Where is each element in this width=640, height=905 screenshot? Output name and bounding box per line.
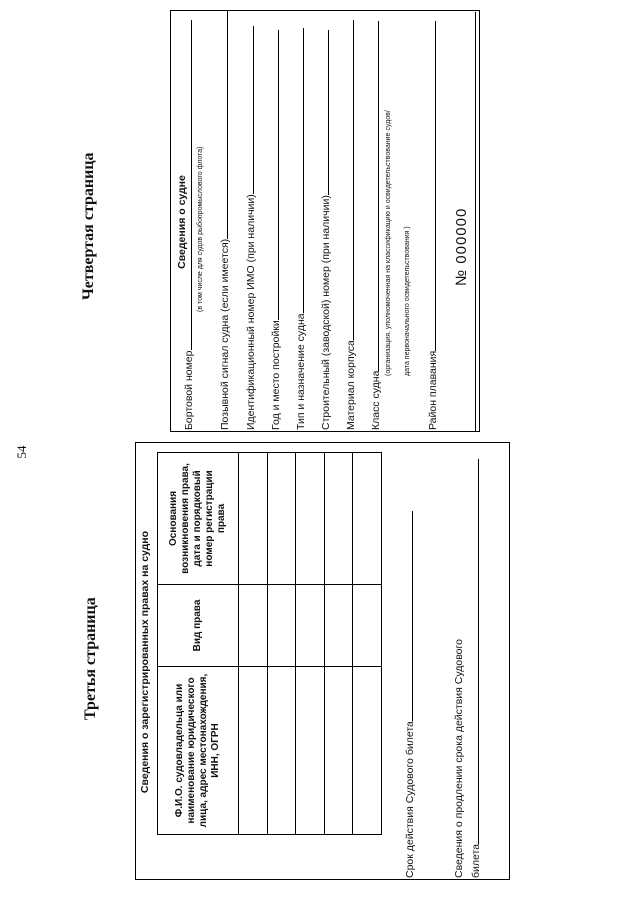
call-sign-field[interactable]: [216, 11, 231, 430]
hull-material-field[interactable]: [342, 20, 357, 430]
year-place-blank[interactable]: [267, 30, 279, 320]
column-header-grounds: Основания возникновения права, дата и порядковый номер регистрации права: [158, 453, 239, 585]
fourth-page-heading-wrap: [80, 152, 98, 300]
build-number-label: Строительный (заводской) номер (при наличии): [320, 195, 332, 430]
extension-label-cont: билета: [470, 843, 482, 878]
imo-number-blank[interactable]: [242, 26, 254, 194]
fourth-page-heading: Четвертая страница: [80, 152, 97, 300]
third-page-block: [135, 440, 510, 880]
table-cell[interactable]: [296, 585, 325, 667]
validity-blank[interactable]: [401, 511, 413, 721]
type-purpose-blank[interactable]: [292, 28, 304, 313]
validity-label: Срок действия Судового билета: [404, 721, 416, 878]
table-cell[interactable]: [353, 453, 382, 585]
rights-section-title: Сведения о зарегистрированных правах на судно: [139, 530, 151, 794]
board-number-blank[interactable]: [180, 21, 192, 351]
build-number-field[interactable]: [317, 30, 332, 430]
type-purpose-label: Тип и назначение судна: [295, 313, 307, 430]
rights-table: [157, 452, 382, 835]
imo-number-field[interactable]: [242, 26, 257, 430]
table-cell[interactable]: [324, 667, 353, 835]
navigation-area-field[interactable]: [424, 21, 439, 430]
extension-field: [453, 639, 465, 878]
table-row: [296, 453, 325, 835]
board-number-label: Бортовой номер: [183, 350, 195, 430]
third-page-heading: Третья страница: [82, 597, 99, 720]
extension-blank[interactable]: [467, 459, 479, 844]
year-place-field[interactable]: [267, 30, 282, 430]
table-cell[interactable]: [324, 453, 353, 585]
vessel-class-hint-1: (организация, уполномоченная на классификацию и освидетельствование судов/: [385, 110, 392, 376]
table-cell[interactable]: [267, 585, 296, 667]
vessel-class-label: Класс судна: [370, 370, 382, 430]
vessel-class-field[interactable]: [367, 21, 382, 430]
third-page-heading-wrap: [82, 597, 100, 720]
page-number: 54: [14, 445, 29, 459]
table-cell[interactable]: [353, 585, 382, 667]
table-cell[interactable]: [296, 453, 325, 585]
hull-material-label: Материал корпуса: [345, 340, 357, 430]
table-row: [239, 453, 268, 835]
table-row: [324, 453, 353, 835]
fourth-page-block: [170, 10, 480, 432]
column-header-owner: Ф.И.О. судовладельца или наименование юридического лица, адрес местонахождения, ИНН, ОГРН: [158, 667, 239, 835]
serial-number: № 000000: [453, 207, 470, 286]
board-number-hint: (в том числе для судов рыбопромыслового флота): [197, 146, 204, 312]
hull-material-blank[interactable]: [342, 20, 354, 340]
column-header-right-type: Вид права: [158, 585, 239, 667]
serial-underline: [475, 12, 476, 432]
vessel-class-blank[interactable]: [367, 21, 379, 371]
table-row: [353, 453, 382, 835]
table-cell[interactable]: [267, 453, 296, 585]
extension-label: Сведения о продлении срока действия Судового: [453, 639, 465, 878]
vessel-class-hint-2: дата первоначального освидетельствования ): [404, 226, 411, 376]
table-cell[interactable]: [267, 667, 296, 835]
vessel-section-title: Сведения о судне: [176, 175, 188, 269]
year-place-label: Год и место постройки: [270, 320, 282, 430]
call-sign-blank[interactable]: [216, 11, 228, 239]
table-cell[interactable]: [324, 585, 353, 667]
build-number-blank[interactable]: [317, 30, 329, 195]
navigation-area-blank[interactable]: [424, 21, 436, 351]
navigation-area-label: Район плавания: [427, 350, 439, 430]
table-cell[interactable]: [239, 585, 268, 667]
table-row: [267, 453, 296, 835]
validity-field[interactable]: [401, 511, 416, 878]
call-sign-label: Позывной сигнал судна (если имеется): [219, 238, 231, 430]
type-purpose-field[interactable]: [292, 28, 307, 430]
table-cell[interactable]: [353, 667, 382, 835]
imo-number-label: Идентификационный номер ИМО (при наличии): [245, 194, 257, 430]
table-cell[interactable]: [239, 667, 268, 835]
board-number-field[interactable]: [180, 21, 195, 431]
table-cell[interactable]: [296, 667, 325, 835]
table-cell[interactable]: [239, 453, 268, 585]
extension-field-cont[interactable]: [467, 459, 482, 878]
